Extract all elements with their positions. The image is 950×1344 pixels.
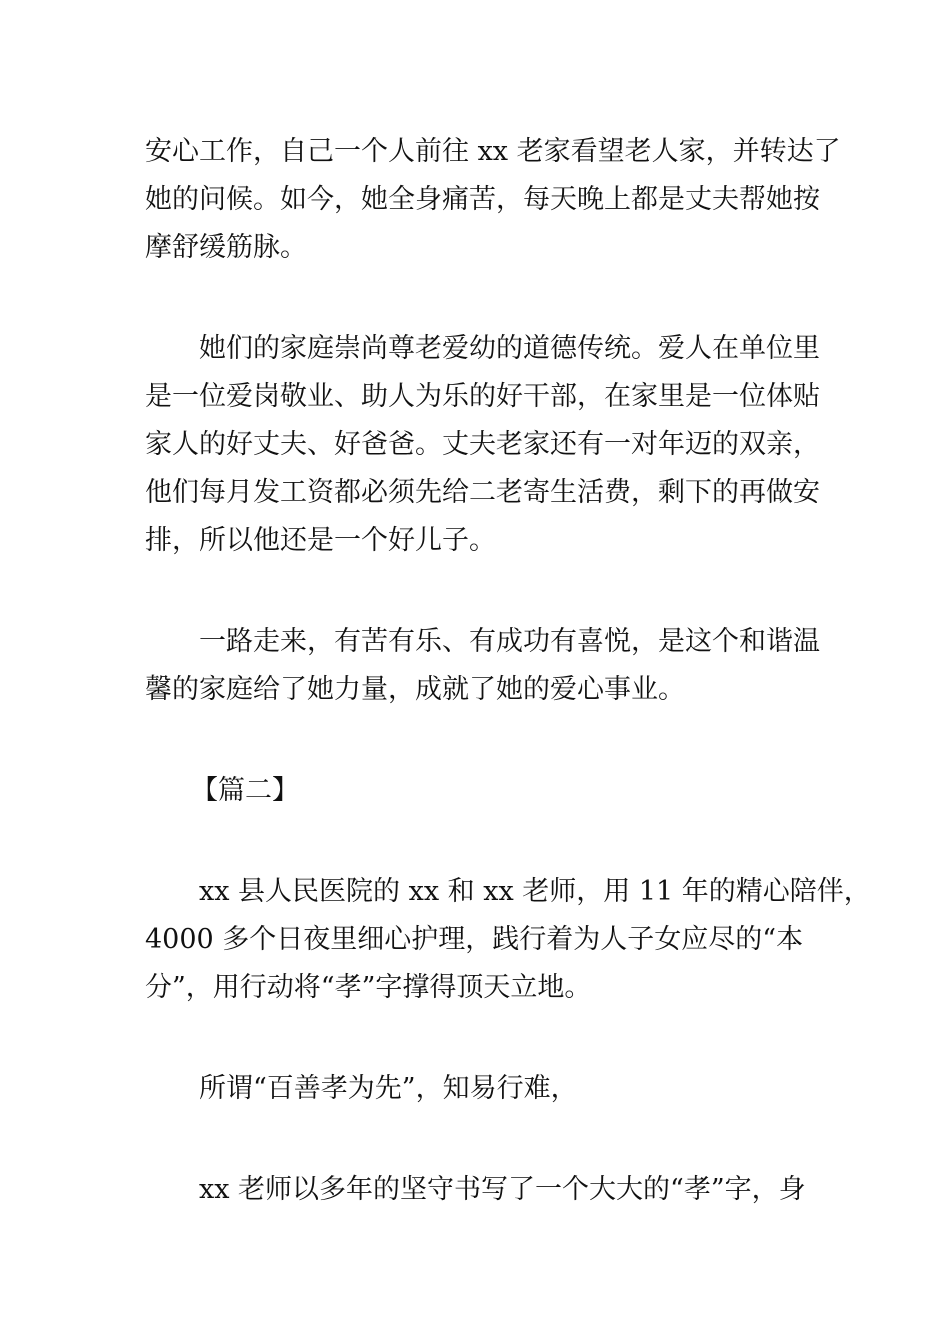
text-line: 安心工作，自己一个人前往 xx 老家看望老人家，并转达了: [145, 136, 841, 167]
paragraph-spacer: [145, 815, 810, 868]
paragraph-5: [145, 1065, 810, 1113]
text-line: 是一位爱岗敬业、助人为乐的好干部，在家里是一位体贴: [145, 381, 820, 412]
heading-text: 【篇二】: [191, 775, 299, 806]
paragraph-spacer: [145, 1113, 810, 1166]
text-line: 一路走来，有苦有乐、有成功有喜悦，是这个和谐温: [199, 626, 820, 657]
text-line: 摩舒缓筋脉。: [145, 232, 307, 263]
text-line: 排，所以他还是一个好儿子。: [145, 525, 496, 556]
document-body: [145, 128, 871, 1214]
paragraph-spacer: [145, 272, 810, 325]
text-line: 馨的家庭给了她力量，成就了她的爱心事业。: [145, 674, 685, 705]
paragraph-4: [145, 868, 871, 1012]
text-line: xx 县人民医院的 xx 和 xx 老师，用 11 年的精心陪伴，: [199, 876, 871, 907]
paragraph-spacer: [145, 565, 810, 618]
section-heading: [145, 767, 810, 815]
text-line: 4000 多个日夜里细心护理，践行着为人子女应尽的“本: [145, 924, 804, 955]
paragraph-6: [145, 1166, 810, 1214]
paragraph-spacer: [145, 714, 810, 767]
paragraph-3: [145, 618, 820, 714]
text-line: 所谓“百善孝为先”，知易行难，: [199, 1073, 578, 1104]
text-line: 她的问候。如今，她全身痛苦，每天晚上都是丈夫帮她按: [145, 184, 820, 215]
text-line: 她们的家庭崇尚尊老爱幼的道德传统。爱人在单位里: [199, 333, 820, 364]
text-line: 家人的好丈夫、好爸爸。丈夫老家还有一对年迈的双亲，: [145, 429, 820, 460]
paragraph-spacer: [145, 1012, 810, 1065]
paragraph-1: [145, 128, 841, 272]
text-line: xx 老师以多年的坚守书写了一个大大的“孝”字，身: [199, 1174, 806, 1205]
paragraph-2: [145, 325, 820, 565]
text-line: 他们每月发工资都必须先给二老寄生活费，剩下的再做安: [145, 477, 820, 508]
text-line: 分”，用行动将“孝”字撑得顶天立地。: [145, 972, 592, 1003]
